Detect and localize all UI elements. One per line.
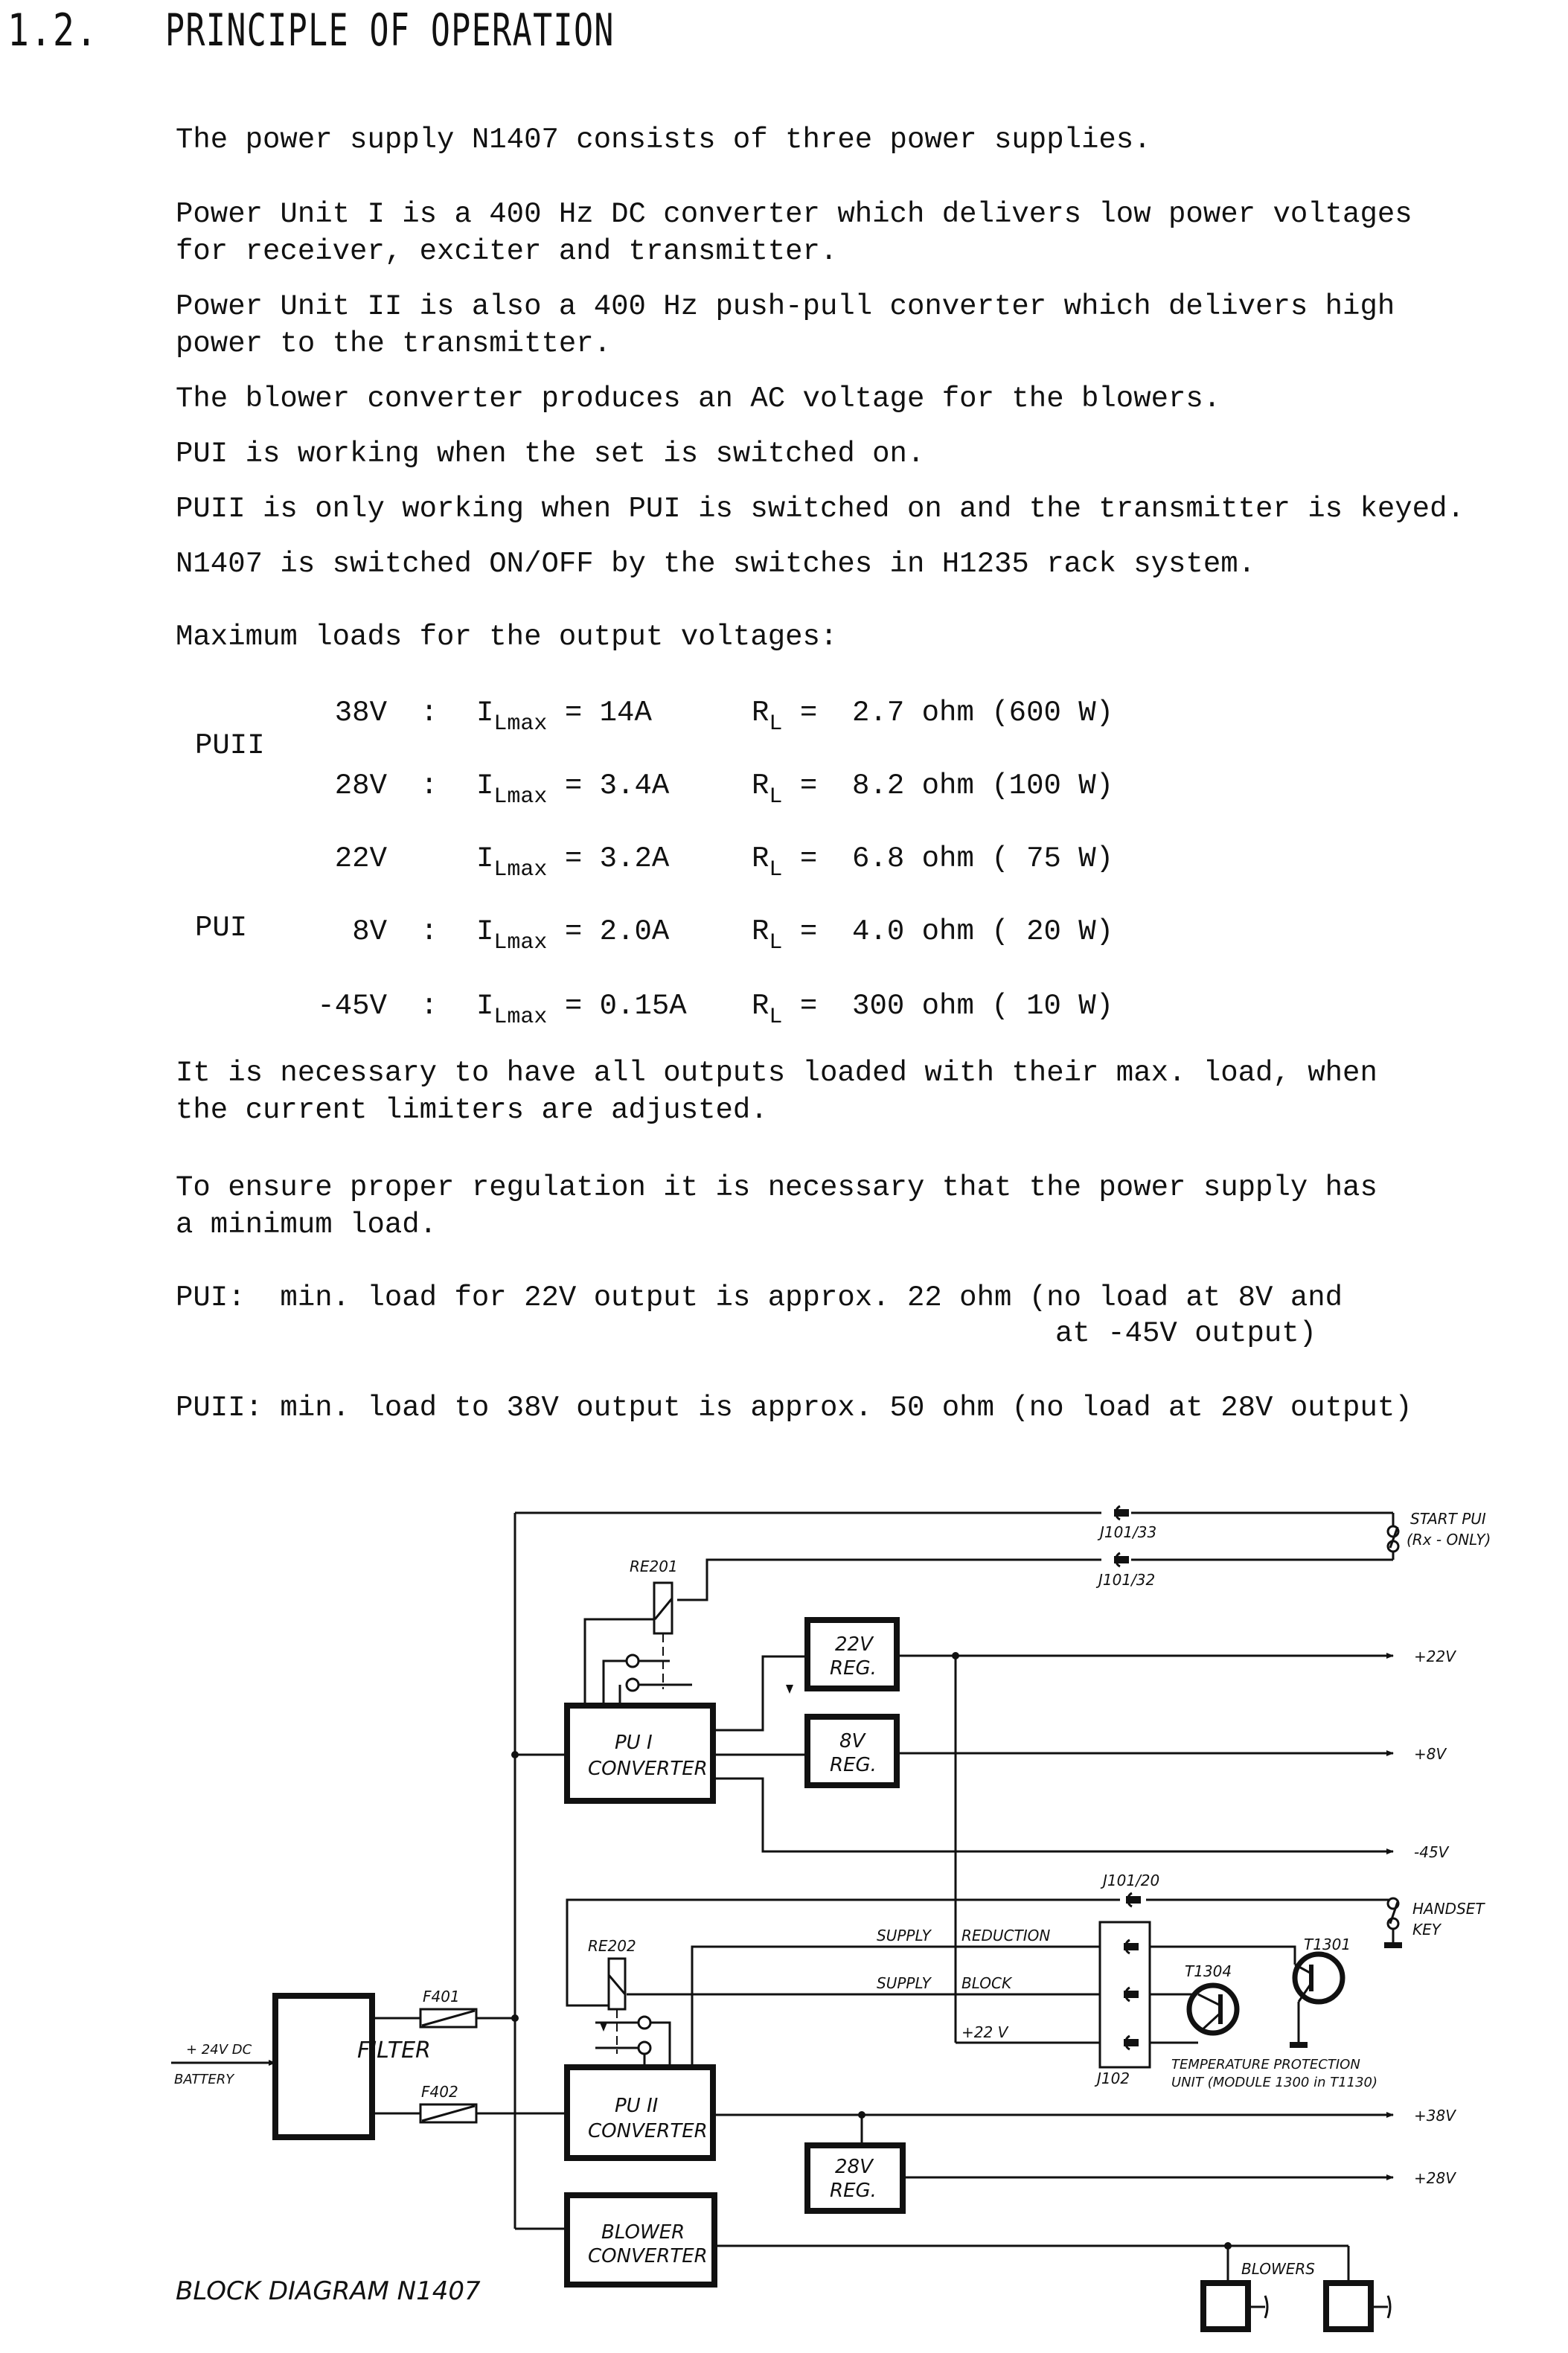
- paragraph-pu2-line2: power to the transmitter.: [176, 327, 612, 360]
- label-handset-line2: KEY: [1412, 1921, 1441, 1939]
- label-handset-line1: HANDSET: [1412, 1900, 1485, 1918]
- label-filter: FILTER: [357, 2037, 431, 2064]
- current-subscript: Lmax: [493, 711, 548, 737]
- note-regulation-line2: a minimum load.: [176, 1208, 438, 1241]
- section-number: 1.2.: [7, 4, 98, 57]
- resistance-value: = 2.7 ohm (600 W): [799, 697, 1114, 729]
- output-minus45v: -45V: [1414, 1843, 1449, 1861]
- current-subscript: Lmax: [493, 784, 548, 810]
- label-reg8-line1: 8V: [839, 1730, 865, 1752]
- label-reg28-line1: 28V: [835, 2156, 873, 2178]
- label-reg22-line2: REG.: [830, 1657, 877, 1680]
- label-f401: F401: [423, 1988, 460, 2005]
- resistance-symbol: R: [752, 990, 769, 1022]
- paragraph-max-loads: Maximum loads for the output voltages:: [176, 621, 838, 653]
- load-voltage: 22V: [334, 842, 387, 875]
- paragraph-switching: N1407 is switched ON/OFF by the switches in H1235 rack system.: [176, 548, 1256, 580]
- resistance-subscript: L: [769, 784, 783, 810]
- group-label-pui: PUI: [195, 912, 248, 944]
- section-title: PRINCIPLE OF OPERATION: [165, 4, 615, 57]
- current-value: = 2.0A: [564, 915, 670, 948]
- output-28v: +28V: [1414, 2169, 1456, 2187]
- resistance-symbol: R: [752, 697, 769, 729]
- label-supply-block-b: BLOCK: [961, 1974, 1012, 1992]
- label-supply-block-a: SUPPLY: [877, 1974, 931, 1992]
- current-subscript: Lmax: [493, 857, 548, 883]
- resistance-symbol: R: [752, 915, 769, 948]
- paragraph-pui-working: PUI is working when the set is switched on.: [176, 438, 925, 470]
- label-supply-reduction-b: REDUCTION: [961, 1927, 1051, 1944]
- label-start-pui-line1: START PUI: [1410, 1510, 1486, 1528]
- load-voltage: -45V: [317, 990, 387, 1022]
- label-re202: RE202: [588, 1937, 636, 1955]
- resistance-symbol: R: [752, 769, 769, 802]
- group-label-puii: PUII: [195, 729, 265, 762]
- paragraph-pu1-line1: Power Unit I is a 400 Hz DC converter which delivers low power voltages: [176, 198, 1412, 231]
- load-voltage: 8V: [352, 915, 387, 948]
- paragraph-pu2-line1: Power Unit II is also a 400 Hz push-pull converter which delivers high: [176, 290, 1395, 323]
- ground-handset: [1384, 1942, 1402, 1948]
- resistance-symbol: R: [752, 842, 769, 875]
- current-symbol: I: [476, 842, 494, 875]
- label-reg8-line2: REG.: [830, 1754, 877, 1776]
- label-puii-line1: PU II: [615, 2095, 659, 2117]
- resistance-subscript: L: [769, 1005, 783, 1030]
- label-blower-line2: CONVERTER: [588, 2245, 708, 2267]
- current-subscript: Lmax: [493, 930, 548, 955]
- output-38v: +38V: [1414, 2107, 1456, 2125]
- label-t1301: T1301: [1304, 1936, 1351, 1953]
- paragraph-intro: The power supply N1407 consists of three power supplies.: [176, 124, 1151, 156]
- blower-2: [1326, 2283, 1371, 2329]
- load-separator: :: [420, 697, 438, 729]
- current-symbol: I: [476, 769, 494, 802]
- resistance-subscript: L: [769, 711, 783, 737]
- label-internal-22v: +22 V: [961, 2023, 1008, 2041]
- label-pui-line2: CONVERTER: [588, 1758, 708, 1780]
- label-blowers: BLOWERS: [1241, 2260, 1315, 2278]
- label-supply-reduction-a: SUPPLY: [877, 1927, 931, 1944]
- note-regulation-line1: To ensure proper regulation it is necessary that the power supply has: [176, 1171, 1377, 1204]
- output-22v: +22V: [1414, 1648, 1456, 1665]
- note-pui-min-load-line1: PUI: min. load for 22V output is approx. 22 ohm (no load at 8V and: [176, 1281, 1343, 1314]
- label-battery-line1: + 24V DC: [186, 2042, 252, 2058]
- current-subscript: Lmax: [493, 1005, 548, 1030]
- label-reg22-line1: 22V: [835, 1633, 873, 1656]
- note-max-load-line2: the current limiters are adjusted.: [176, 1094, 768, 1127]
- label-j101-33: J101/33: [1100, 1523, 1157, 1541]
- current-symbol: I: [476, 915, 494, 948]
- resistance-value: = 4.0 ohm ( 20 W): [799, 915, 1114, 948]
- label-re201: RE201: [630, 1558, 678, 1575]
- label-f402: F402: [421, 2083, 458, 2101]
- label-temp-protection-line1: TEMPERATURE PROTECTION: [1171, 2057, 1360, 2072]
- current-value: = 14A: [564, 697, 652, 729]
- label-start-pui-line2: (Rx - ONLY): [1407, 1531, 1491, 1549]
- blower-1: [1203, 2283, 1248, 2329]
- current-value: = 0.15A: [564, 990, 687, 1022]
- label-temp-protection-line2: UNIT (MODULE 1300 in T1130): [1171, 2075, 1378, 2090]
- label-j102: J102: [1097, 2069, 1130, 2087]
- resistance-subscript: L: [769, 857, 783, 883]
- load-voltage: 38V: [334, 697, 387, 729]
- label-puii-line2: CONVERTER: [588, 2120, 708, 2142]
- output-8v: +8V: [1414, 1745, 1447, 1763]
- label-blower-line1: BLOWER: [601, 2221, 685, 2244]
- note-puii-min-load: PUII: min. load to 38V output is approx. 50 ohm (no load at 28V output): [176, 1392, 1412, 1424]
- note-pui-min-load-line2: at -45V output): [1055, 1317, 1317, 1350]
- transistor-t1304: [1189, 1985, 1237, 2033]
- current-value: = 3.2A: [564, 842, 670, 875]
- label-j101-20: J101/20: [1103, 1872, 1160, 1889]
- diagram-caption: BLOCK DIAGRAM N1407: [176, 2276, 481, 2306]
- load-voltage: 28V: [334, 769, 387, 802]
- current-symbol: I: [476, 990, 494, 1022]
- label-t1304: T1304: [1185, 1962, 1232, 1980]
- note-max-load-line1: It is necessary to have all outputs loaded with their max. load, when: [176, 1057, 1377, 1089]
- paragraph-pu1-line2: for receiver, exciter and transmitter.: [176, 235, 838, 268]
- label-reg28-line2: REG.: [830, 2180, 877, 2202]
- load-separator: :: [420, 915, 438, 948]
- relay-contact: [627, 1655, 639, 1667]
- resistance-value: = 8.2 ohm (100 W): [799, 769, 1114, 802]
- current-value: = 3.4A: [564, 769, 670, 802]
- current-symbol: I: [476, 697, 494, 729]
- resistance-subscript: L: [769, 930, 783, 955]
- filter-block: [275, 1996, 372, 2137]
- load-separator: :: [420, 990, 438, 1022]
- paragraph-blower: The blower converter produces an AC voltage for the blowers.: [176, 382, 1221, 415]
- label-j101-32: J101/32: [1098, 1571, 1156, 1589]
- paragraph-puii-working: PUII is only working when PUI is switched on and the transmitter is keyed.: [176, 493, 1465, 525]
- transistor-t1301: [1295, 1954, 1343, 2002]
- label-battery-line2: BATTERY: [174, 2072, 234, 2087]
- load-separator: :: [420, 769, 438, 802]
- resistance-value: = 300 ohm ( 10 W): [799, 990, 1114, 1022]
- ground-t1301: [1290, 2042, 1308, 2048]
- label-pui-line1: PU I: [615, 1732, 653, 1754]
- resistance-value: = 6.8 ohm ( 75 W): [799, 842, 1114, 875]
